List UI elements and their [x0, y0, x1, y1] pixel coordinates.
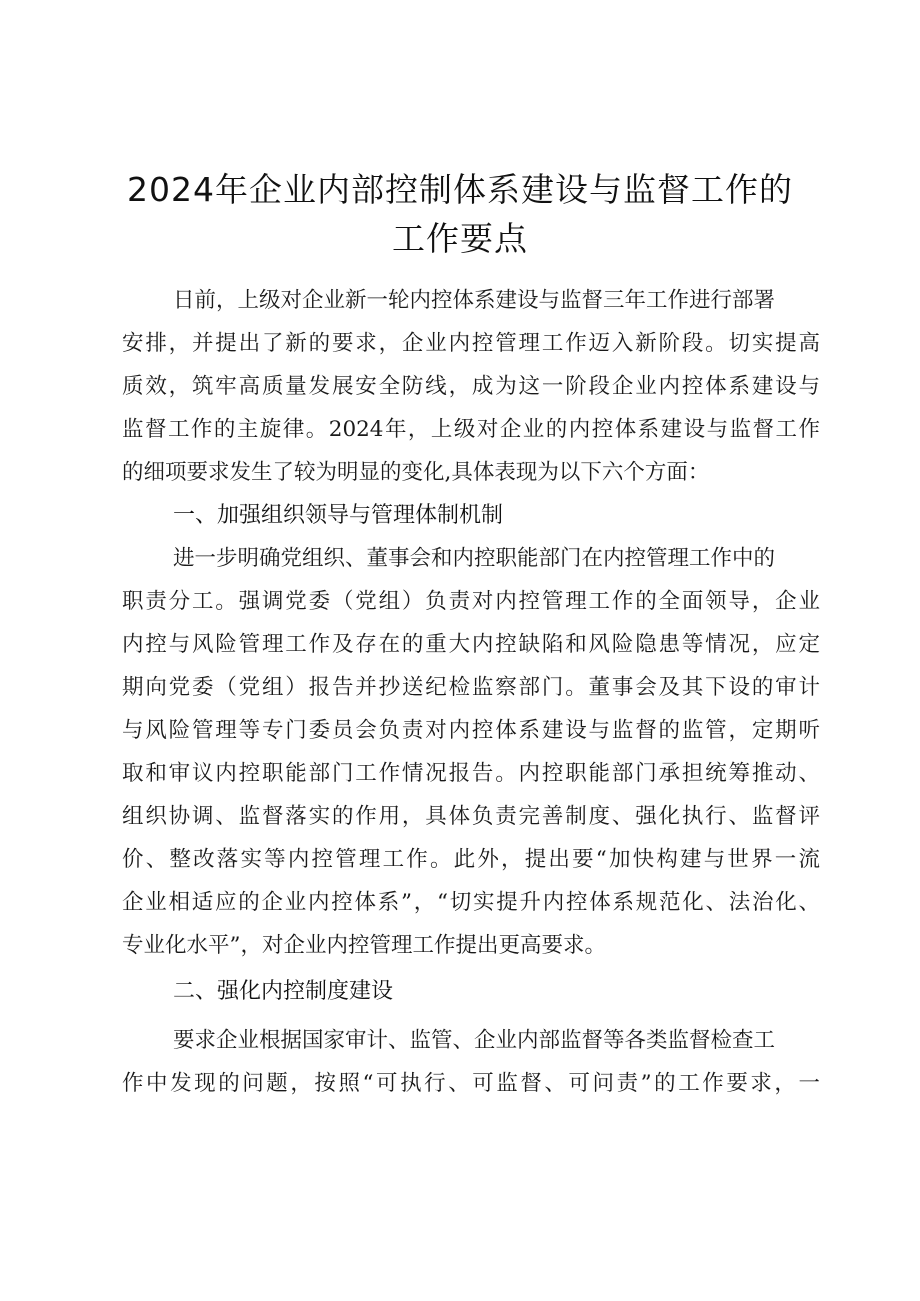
section-1-heading: 一、加强组织领导与管理体制机制 [173, 503, 504, 528]
section-2-heading: 二、强化内控制度建设 [173, 979, 394, 1004]
section-1-line: 组织协调、监督落实的作用，具体负责完善制度、强化执行、监督评 [122, 804, 820, 829]
section-1-line: 期向党委（党组）报告并抄送纪检监察部门。董事会及其下设的审计 [122, 675, 820, 700]
document-title-line-2: 工作要点 [392, 219, 528, 258]
section-1-line: 企业相适应的企业内控体系”，“切实提升内控体系规范化、法治化、 [122, 890, 820, 915]
section-1-line: 价、整改落实等内控管理工作。此外，提出要“加快构建与世界一流 [122, 847, 820, 872]
section-2-line: 作中发现的问题，按照“可执行、可监督、可问责”的工作要求，一 [122, 1071, 820, 1096]
intro-line: 的细项要求发生了较为明显的变化,具体表现为以下六个方面： [122, 460, 710, 485]
document-title-line-1: 2024年企业内部控制体系建设与监督工作的 [127, 170, 793, 209]
section-1-line: 取和审议内控职能部门工作情况报告。内控职能部门承担统筹推动、 [122, 761, 820, 786]
section-1-line: 进一步明确党组织、董事会和内控职能部门在内控管理工作中的 [173, 546, 776, 571]
intro-line: 质效，筑牢高质量发展安全防线，成为这一阶段企业内控体系建设与 [122, 374, 820, 399]
section-1-line: 内控与风险管理工作及存在的重大内控缺陷和风险隐患等情况，应定 [122, 632, 820, 657]
intro-line: 安排，并提出了新的要求，企业内控管理工作迈入新阶段。切实提高 [122, 331, 820, 356]
section-2-line: 要求企业根据国家审计、监管、企业内部监督等各类监督检查工 [173, 1028, 776, 1053]
intro-line: 日前，上级对企业新一轮内控体系建设与监督三年工作进行部署 [173, 288, 776, 313]
section-1-line: 职责分工。强调党委（党组）负责对内控管理工作的全面领导，企业 [122, 589, 820, 614]
section-1-line: 专业化水平”，对企业内控管理工作提出更高要求。 [122, 933, 606, 958]
intro-line: 监督工作的主旋律。2024年，上级对企业的内控体系建设与监督工作 [122, 417, 820, 442]
section-1-line: 与风险管理等专门委员会负责对内控体系建设与监督的监管，定期听 [122, 718, 820, 743]
